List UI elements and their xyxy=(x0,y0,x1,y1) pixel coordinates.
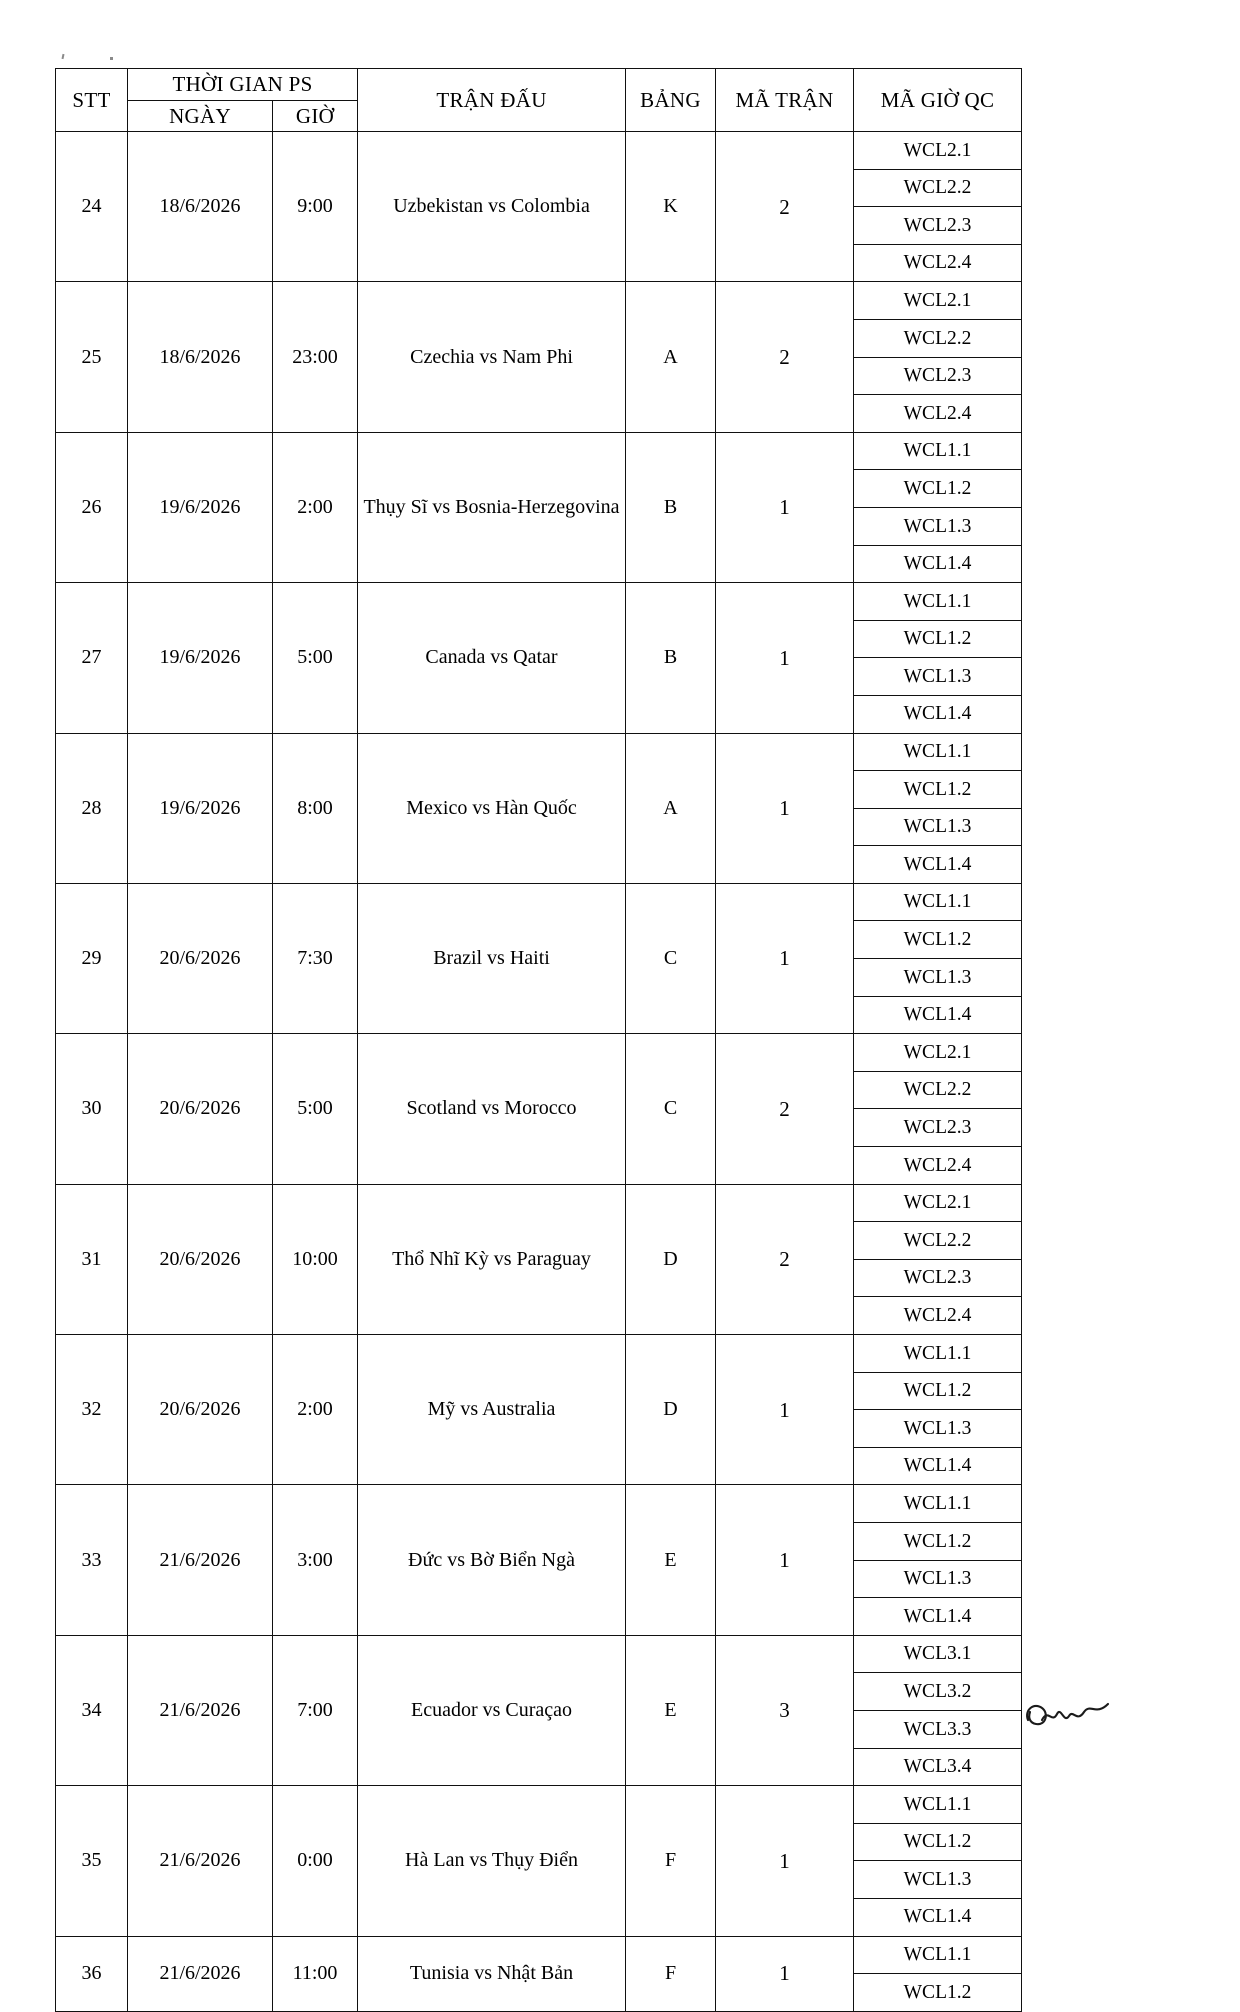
table-row xyxy=(56,432,1022,470)
cell-stt: 35 xyxy=(56,1786,128,1936)
table-row xyxy=(56,733,1022,771)
table-row xyxy=(56,1335,1022,1373)
table-row xyxy=(56,1786,1022,1824)
column-header-tran-dau: TRẬN ĐẤU xyxy=(358,69,626,132)
cell-ma-gio-qc: WCL1.4 xyxy=(854,695,1022,733)
cell-gio: 2:00 xyxy=(273,1335,358,1485)
cell-tran-dau: Mỹ vs Australia xyxy=(358,1335,626,1485)
cell-ngay: 20/6/2026 xyxy=(128,883,273,1033)
cell-bang: E xyxy=(626,1635,716,1785)
cell-ngay: 20/6/2026 xyxy=(128,1184,273,1334)
cell-stt: 25 xyxy=(56,282,128,432)
cell-ngay: 21/6/2026 xyxy=(128,1485,273,1635)
cell-stt: 24 xyxy=(56,132,128,282)
cell-ma-gio-qc: WCL1.1 xyxy=(854,432,1022,470)
cell-ma-tran: 1 xyxy=(716,583,854,733)
cell-ma-tran: 2 xyxy=(716,1034,854,1184)
cell-ma-tran: 1 xyxy=(716,1936,854,2011)
cell-ngay: 19/6/2026 xyxy=(128,733,273,883)
cell-gio: 5:00 xyxy=(273,583,358,733)
cell-ma-tran: 2 xyxy=(716,1184,854,1334)
cell-tran-dau: Scotland vs Morocco xyxy=(358,1034,626,1184)
cell-gio: 11:00 xyxy=(273,1936,358,2011)
cell-ngay: 19/6/2026 xyxy=(128,432,273,582)
cell-tran-dau: Uzbekistan vs Colombia xyxy=(358,132,626,282)
table-row xyxy=(56,1034,1022,1072)
cell-ma-gio-qc: WCL1.2 xyxy=(854,1974,1022,2012)
cell-ngay: 20/6/2026 xyxy=(128,1034,273,1184)
cell-ma-tran: 2 xyxy=(716,282,854,432)
cell-ma-gio-qc: WCL1.4 xyxy=(854,846,1022,884)
table-row xyxy=(56,1936,1022,1974)
cell-ma-gio-qc: WCL2.1 xyxy=(854,1034,1022,1072)
table-row xyxy=(56,1184,1022,1222)
cell-ma-gio-qc: WCL1.2 xyxy=(854,1372,1022,1410)
cell-ma-gio-qc: WCL1.4 xyxy=(854,996,1022,1034)
cell-tran-dau: Đức vs Bờ Biển Ngà xyxy=(358,1485,626,1635)
cell-stt: 32 xyxy=(56,1335,128,1485)
cell-ma-gio-qc: WCL1.4 xyxy=(854,545,1022,583)
cell-bang: C xyxy=(626,1034,716,1184)
cell-ma-gio-qc: WCL1.3 xyxy=(854,507,1022,545)
cell-tran-dau: Hà Lan vs Thụy Điển xyxy=(358,1786,626,1936)
cell-tran-dau: Ecuador vs Curaçao xyxy=(358,1635,626,1785)
cell-ma-tran: 3 xyxy=(716,1635,854,1785)
cell-ma-gio-qc: WCL1.1 xyxy=(854,883,1022,921)
cell-stt: 36 xyxy=(56,1936,128,2011)
cell-tran-dau: Thổ Nhĩ Kỳ vs Paraguay xyxy=(358,1184,626,1334)
table-header xyxy=(56,69,1022,132)
table-body xyxy=(56,132,1022,2012)
table-row xyxy=(56,1485,1022,1523)
cell-bang: F xyxy=(626,1936,716,2011)
cell-stt: 27 xyxy=(56,583,128,733)
cell-gio: 7:00 xyxy=(273,1635,358,1785)
cell-ma-gio-qc: WCL2.4 xyxy=(854,395,1022,433)
cell-ma-tran: 1 xyxy=(716,1786,854,1936)
column-header-stt: STT xyxy=(56,69,128,132)
cell-ma-gio-qc: WCL2.2 xyxy=(854,319,1022,357)
cell-ngay: 19/6/2026 xyxy=(128,583,273,733)
cell-ma-gio-qc: WCL1.2 xyxy=(854,921,1022,959)
column-header-ma-gio-qc: MÃ GIỜ QC xyxy=(854,69,1022,132)
cell-tran-dau: Czechia vs Nam Phi xyxy=(358,282,626,432)
cell-bang: B xyxy=(626,432,716,582)
cell-ma-gio-qc: WCL2.3 xyxy=(854,1259,1022,1297)
cell-tran-dau: Tunisia vs Nhật Bản xyxy=(358,1936,626,2011)
cell-ma-tran: 1 xyxy=(716,733,854,883)
cell-stt: 30 xyxy=(56,1034,128,1184)
cell-ma-gio-qc: WCL2.1 xyxy=(854,282,1022,320)
cell-ma-tran: 1 xyxy=(716,432,854,582)
column-header-ma-tran: MÃ TRẬN xyxy=(716,69,854,132)
column-header-bang: BẢNG xyxy=(626,69,716,132)
cell-stt: 33 xyxy=(56,1485,128,1635)
column-header-thoi-gian-ps: THỜI GIAN PS xyxy=(128,69,358,101)
cell-stt: 29 xyxy=(56,883,128,1033)
cell-bang: F xyxy=(626,1786,716,1936)
cell-ma-gio-qc: WCL2.2 xyxy=(854,1071,1022,1109)
cell-ma-gio-qc: WCL1.4 xyxy=(854,1447,1022,1485)
cell-ma-gio-qc: WCL1.3 xyxy=(854,808,1022,846)
cell-stt: 28 xyxy=(56,733,128,883)
cell-ma-gio-qc: WCL1.1 xyxy=(854,1485,1022,1523)
cell-gio: 7:30 xyxy=(273,883,358,1033)
cell-ma-gio-qc: WCL2.4 xyxy=(854,244,1022,282)
cell-ma-gio-qc: WCL1.1 xyxy=(854,1936,1022,1974)
cell-ma-gio-qc: WCL1.1 xyxy=(854,583,1022,621)
cell-ma-gio-qc: WCL1.3 xyxy=(854,658,1022,696)
cell-ma-gio-qc: WCL1.3 xyxy=(854,959,1022,997)
cell-ma-gio-qc: WCL2.1 xyxy=(854,1184,1022,1222)
cell-bang: C xyxy=(626,883,716,1033)
cell-tran-dau: Brazil vs Haiti xyxy=(358,883,626,1033)
cell-ma-gio-qc: WCL1.2 xyxy=(854,620,1022,658)
cell-tran-dau: Mexico vs Hàn Quốc xyxy=(358,733,626,883)
cell-gio: 10:00 xyxy=(273,1184,358,1334)
cell-ma-gio-qc: WCL3.2 xyxy=(854,1673,1022,1711)
cell-gio: 5:00 xyxy=(273,1034,358,1184)
cell-ma-gio-qc: WCL2.3 xyxy=(854,1109,1022,1147)
cell-bang: E xyxy=(626,1485,716,1635)
cell-ma-gio-qc: WCL1.2 xyxy=(854,771,1022,809)
cell-gio: 9:00 xyxy=(273,132,358,282)
handwritten-signature-icon xyxy=(1022,1690,1132,1750)
cell-bang: A xyxy=(626,733,716,883)
table-row xyxy=(56,1635,1022,1673)
cell-ma-tran: 1 xyxy=(716,883,854,1033)
cell-ma-gio-qc: WCL2.1 xyxy=(854,132,1022,170)
column-header-ngay: NGÀY xyxy=(128,100,273,132)
scan-speck xyxy=(62,54,65,59)
cell-ma-gio-qc: WCL1.3 xyxy=(854,1861,1022,1899)
table-row xyxy=(56,583,1022,621)
cell-ma-gio-qc: WCL1.2 xyxy=(854,470,1022,508)
cell-ma-gio-qc: WCL1.1 xyxy=(854,1335,1022,1373)
cell-bang: D xyxy=(626,1184,716,1334)
cell-ma-gio-qc: WCL3.1 xyxy=(854,1635,1022,1673)
header-row-top xyxy=(56,69,1022,101)
cell-stt: 31 xyxy=(56,1184,128,1334)
cell-bang: B xyxy=(626,583,716,733)
column-header-gio: GIỜ xyxy=(273,100,358,132)
cell-gio: 8:00 xyxy=(273,733,358,883)
cell-bang: D xyxy=(626,1335,716,1485)
cell-ma-gio-qc: WCL1.1 xyxy=(854,733,1022,771)
cell-ma-tran: 1 xyxy=(716,1485,854,1635)
cell-ma-gio-qc: WCL2.3 xyxy=(854,357,1022,395)
cell-ma-gio-qc: WCL2.3 xyxy=(854,207,1022,245)
cell-stt: 26 xyxy=(56,432,128,582)
cell-ngay: 21/6/2026 xyxy=(128,1635,273,1785)
cell-ngay: 20/6/2026 xyxy=(128,1335,273,1485)
cell-ma-gio-qc: WCL1.2 xyxy=(854,1823,1022,1861)
cell-ngay: 21/6/2026 xyxy=(128,1936,273,2011)
cell-bang: K xyxy=(626,132,716,282)
cell-ma-gio-qc: WCL1.4 xyxy=(854,1898,1022,1936)
cell-ma-gio-qc: WCL3.4 xyxy=(854,1748,1022,1786)
cell-ngay: 21/6/2026 xyxy=(128,1786,273,1936)
cell-ma-gio-qc: WCL3.3 xyxy=(854,1710,1022,1748)
cell-ma-gio-qc: WCL2.2 xyxy=(854,169,1022,207)
table-row xyxy=(56,282,1022,320)
cell-gio: 0:00 xyxy=(273,1786,358,1936)
cell-ma-gio-qc: WCL1.3 xyxy=(854,1560,1022,1598)
cell-gio: 2:00 xyxy=(273,432,358,582)
cell-ma-gio-qc: WCL1.3 xyxy=(854,1410,1022,1448)
cell-ma-tran: 2 xyxy=(716,132,854,282)
cell-ma-gio-qc: WCL1.4 xyxy=(854,1598,1022,1636)
table-row xyxy=(56,883,1022,921)
cell-gio: 23:00 xyxy=(273,282,358,432)
scan-speck xyxy=(110,57,113,60)
cell-bang: A xyxy=(626,282,716,432)
table-row xyxy=(56,132,1022,170)
cell-ma-gio-qc: WCL2.4 xyxy=(854,1147,1022,1185)
match-schedule-table xyxy=(55,68,1022,2012)
cell-ma-gio-qc: WCL1.1 xyxy=(854,1786,1022,1824)
cell-gio: 3:00 xyxy=(273,1485,358,1635)
cell-ma-tran: 1 xyxy=(716,1335,854,1485)
cell-ma-gio-qc: WCL1.2 xyxy=(854,1522,1022,1560)
cell-stt: 34 xyxy=(56,1635,128,1785)
cell-ngay: 18/6/2026 xyxy=(128,132,273,282)
cell-ngay: 18/6/2026 xyxy=(128,282,273,432)
cell-tran-dau: Thụy Sĩ vs Bosnia-Herzegovina xyxy=(358,432,626,582)
cell-ma-gio-qc: WCL2.4 xyxy=(854,1297,1022,1335)
cell-ma-gio-qc: WCL2.2 xyxy=(854,1222,1022,1260)
cell-tran-dau: Canada vs Qatar xyxy=(358,583,626,733)
